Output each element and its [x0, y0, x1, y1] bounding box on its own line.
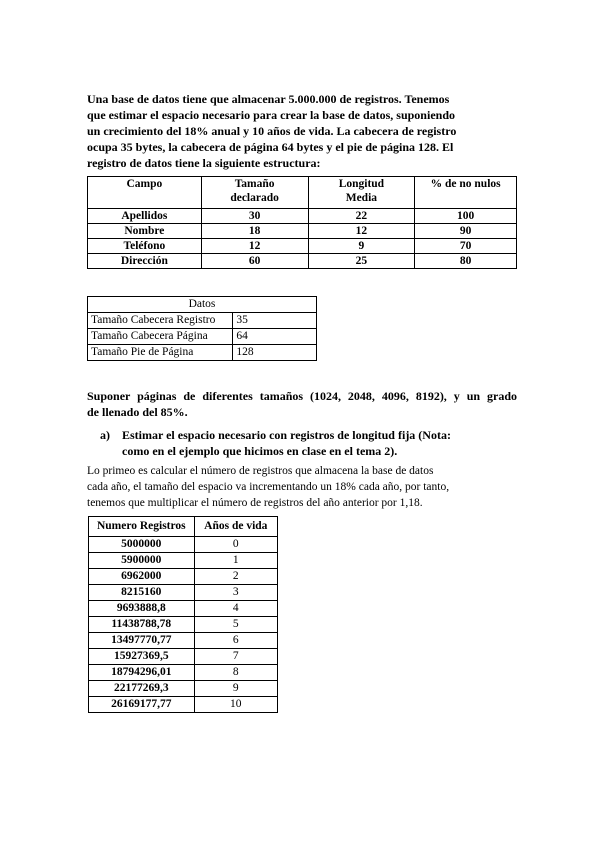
table-cell: Dirección: [88, 254, 202, 269]
table-row: [88, 313, 317, 329]
table-row: [89, 633, 278, 649]
table-cell: 80: [415, 254, 517, 269]
table-cell: 100: [415, 209, 517, 224]
table-cell: 22: [308, 209, 415, 224]
table-row: [89, 665, 278, 681]
table-row: [88, 239, 517, 254]
intro-line: Una base de datos tiene que almacenar 5.000.000 de registros. Tenemos: [87, 92, 450, 106]
table-cell: 7: [194, 649, 277, 665]
intro-paragraph: [87, 91, 470, 171]
table-cell: 60: [201, 254, 308, 269]
table-row: [88, 209, 517, 224]
option-a-line: Estimar el espacio necesario con registros de longitud fija (Nota:: [122, 428, 451, 442]
fields-table: [87, 176, 517, 269]
table-cell: 128: [233, 345, 317, 361]
table-cell: 11438788,78: [89, 617, 195, 633]
table-cell: 35: [233, 313, 317, 329]
table-cell: 2: [194, 569, 277, 585]
table-cell: 6: [194, 633, 277, 649]
table-cell: 13497770,77: [89, 633, 195, 649]
table-cell: 0: [194, 537, 277, 553]
table-cell: Tamaño Cabecera Registro: [88, 313, 233, 329]
table-cell: 18794296,01: [89, 665, 195, 681]
header-longitud-media: Longitud Media: [308, 177, 415, 209]
explanation-line: tenemos que multiplicar el número de registros del año anterior por 1,18.: [87, 497, 423, 509]
explanation-line: Lo primeo es calcular el número de registros que almacena la base de datos: [87, 465, 434, 477]
table-header-row: [88, 297, 317, 313]
datos-table: [87, 296, 317, 361]
assumptions-line: de llenado del 85%.: [87, 405, 188, 419]
table-header-row: [88, 177, 517, 209]
intro-line: un crecimiento del 18% anual y 10 años de vida. La cabecera de registro: [87, 124, 457, 138]
table-row: [89, 537, 278, 553]
header-no-nulos: % de no nulos: [415, 177, 517, 209]
table-row: [88, 224, 517, 239]
table-cell: 9: [194, 681, 277, 697]
table-row: [89, 569, 278, 585]
table-cell: 6962000: [89, 569, 195, 585]
table-cell: 90: [415, 224, 517, 239]
table-cell: Tamaño Cabecera Página: [88, 329, 233, 345]
table-cell: 30: [201, 209, 308, 224]
datos-title: Datos: [88, 297, 317, 313]
table-cell: 9693888,8: [89, 601, 195, 617]
table-cell: 5: [194, 617, 277, 633]
table-cell: 26169177,77: [89, 697, 195, 713]
table-cell: Tamaño Pie de Página: [88, 345, 233, 361]
table-row: [88, 329, 317, 345]
assumptions-line: Suponer páginas de diferentes tamaños (1024, 2048, 4096, 8192), y un grado: [87, 389, 517, 403]
intro-line: registro de datos tiene la siguiente estructura:: [87, 156, 321, 170]
list-marker: a): [100, 428, 110, 442]
table-cell: 25: [308, 254, 415, 269]
table-row: [89, 649, 278, 665]
table-row: [88, 345, 317, 361]
table-cell: 8215160: [89, 585, 195, 601]
explanation-paragraph: [87, 463, 517, 511]
table-cell: 5900000: [89, 553, 195, 569]
table-cell: 22177269,3: [89, 681, 195, 697]
table-cell: 5000000: [89, 537, 195, 553]
table-cell: 8: [194, 665, 277, 681]
table-row: [89, 697, 278, 713]
intro-line: que estimar el espacio necesario para crear la base de datos, suponiendo: [87, 108, 455, 122]
assumptions-paragraph: [87, 388, 517, 420]
table-cell: 9: [308, 239, 415, 254]
table-row: [89, 553, 278, 569]
table-row: [88, 254, 517, 269]
table-cell: 70: [415, 239, 517, 254]
table-cell: 18: [201, 224, 308, 239]
table-row: [89, 617, 278, 633]
table-row: [89, 585, 278, 601]
header-anos-de-vida: Años de vida: [194, 517, 277, 537]
table-cell: 12: [201, 239, 308, 254]
table-header-row: [89, 517, 278, 537]
table-cell: 4: [194, 601, 277, 617]
table-row: [89, 601, 278, 617]
header-tamano-declarado: Tamaño declarado: [201, 177, 308, 209]
table-cell: Teléfono: [88, 239, 202, 254]
option-a-line: como en el ejemplo que hicimos en clase en el tema 2).: [122, 444, 398, 458]
intro-line: ocupa 35 bytes, la cabecera de página 64 bytes y el pie de página 128. El: [87, 140, 454, 154]
table-cell: 12: [308, 224, 415, 239]
table-cell: 3: [194, 585, 277, 601]
table-row: [89, 681, 278, 697]
table-cell: Nombre: [88, 224, 202, 239]
table-cell: 10: [194, 697, 277, 713]
table-cell: Apellidos: [88, 209, 202, 224]
header-campo: Campo: [88, 177, 202, 209]
records-table: [88, 516, 278, 713]
table-cell: 64: [233, 329, 317, 345]
table-cell: 1: [194, 553, 277, 569]
explanation-line: cada año, el tamaño del espacio va incrementando un 18% cada año, por tanto,: [87, 481, 450, 493]
table-cell: 15927369,5: [89, 649, 195, 665]
header-numero-registros: Numero Registros: [89, 517, 195, 537]
